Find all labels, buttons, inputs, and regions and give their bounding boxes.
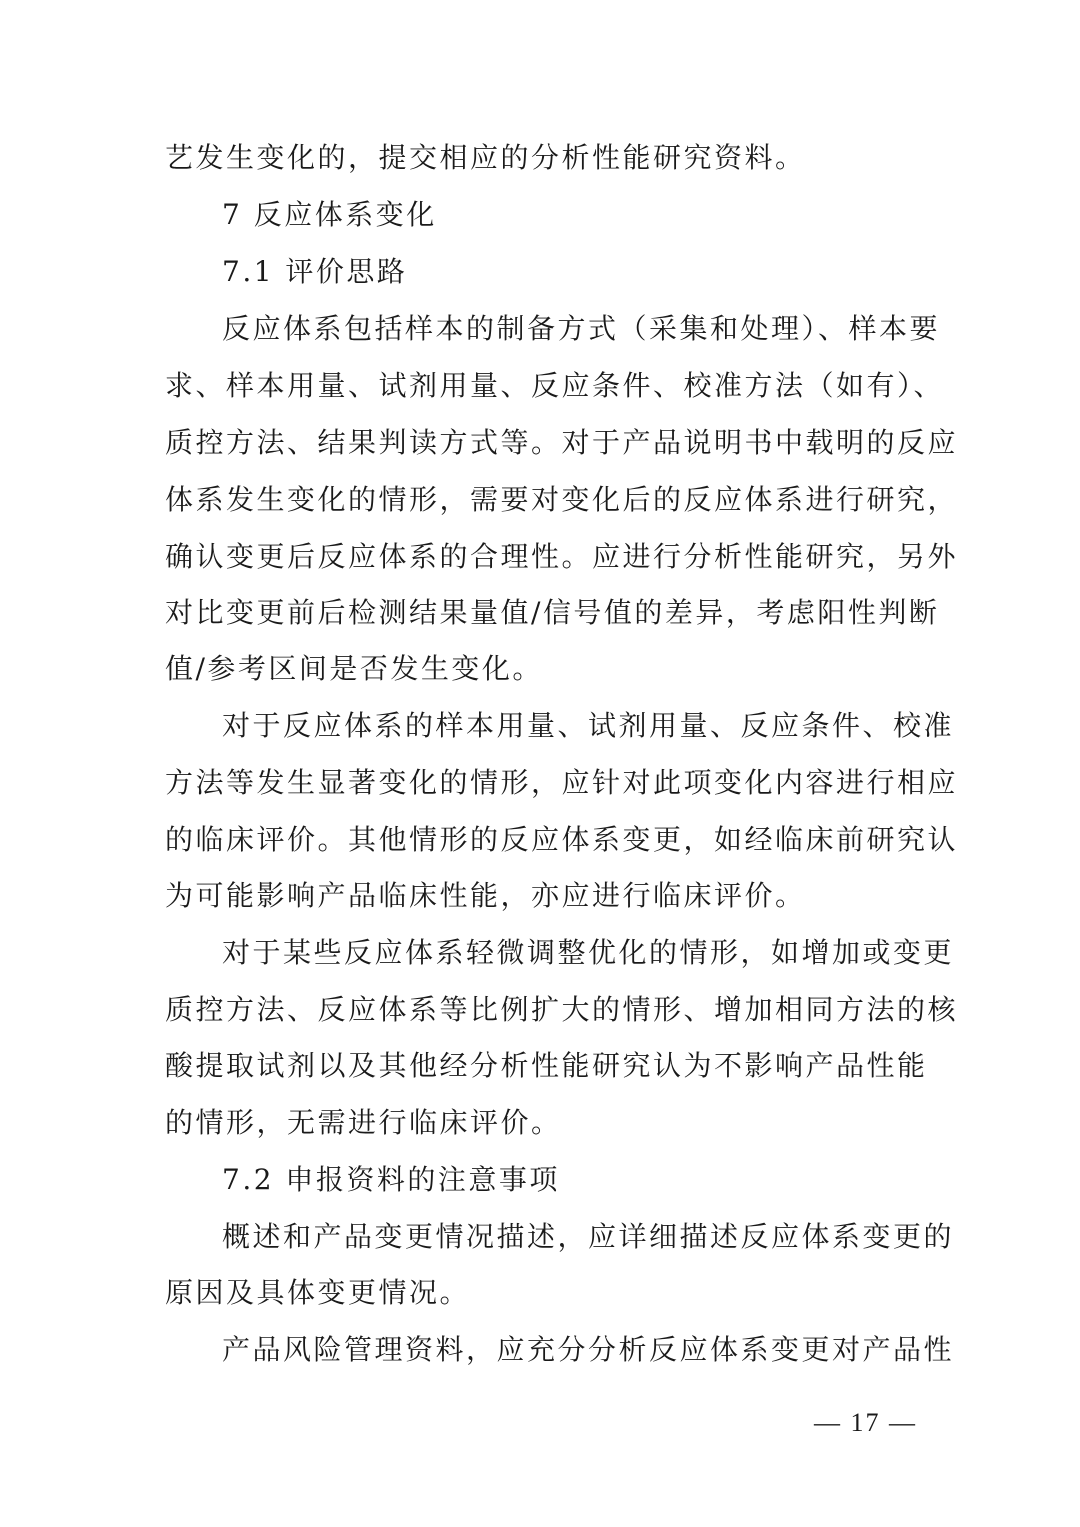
body-text-line: 方法等发生显著变化的情形，应针对此项变化内容进行相应: [165, 766, 959, 799]
body-text-line: 产品风险管理资料，应充分分析反应体系变更对产品性: [222, 1333, 955, 1366]
body-text-line: 对比变更前后检测结果量值/信号值的差异，考虑阳性判断: [165, 596, 940, 629]
body-text-line: 反应体系包括样本的制备方式（采集和处理）、样本要: [222, 312, 941, 345]
body-text-line: 的情形，无需进行临床评价。: [165, 1106, 562, 1139]
subsection-heading: 7.2 申报资料的注意事项: [222, 1163, 560, 1196]
body-text-line: 艺发生变化的，提交相应的分析性能研究资料。: [165, 141, 806, 174]
page-number: — 17 —: [814, 1408, 917, 1437]
body-text-line: 酸提取试剂以及其他经分析性能研究认为不影响产品性能: [165, 1049, 928, 1082]
body-text-line: 确认变更后反应体系的合理性。应进行分析性能研究，另外: [165, 540, 959, 573]
body-text-line: 体系发生变化的情形，需要对变化后的反应体系进行研究，: [165, 483, 959, 516]
body-text-line: 对于某些反应体系轻微调整优化的情形，如增加或变更: [222, 936, 955, 969]
body-text-line: 原因及具体变更情况。: [165, 1276, 471, 1309]
body-text-line: 质控方法、结果判读方式等。对于产品说明书中载明的反应: [165, 426, 959, 459]
body-text-line: 为可能影响产品临床性能，亦应进行临床评价。: [165, 879, 806, 912]
body-text-line: 对于反应体系的样本用量、试剂用量、反应条件、校准: [222, 709, 955, 742]
body-text-line: 的临床评价。其他情形的反应体系变更，如经临床前研究认: [165, 823, 959, 856]
body-text-line: 值/参考区间是否发生变化。: [165, 652, 543, 685]
body-text-line: 质控方法、反应体系等比例扩大的情形、增加相同方法的核: [165, 993, 959, 1026]
subsection-heading: 7.1 评价思路: [222, 255, 408, 288]
body-text-line: 求、样本用量、试剂用量、反应条件、校准方法（如有）、: [165, 369, 945, 402]
section-heading: 7 反应体系变化: [222, 198, 437, 231]
body-text-line: 概述和产品变更情况描述，应详细描述反应体系变更的: [222, 1220, 955, 1253]
